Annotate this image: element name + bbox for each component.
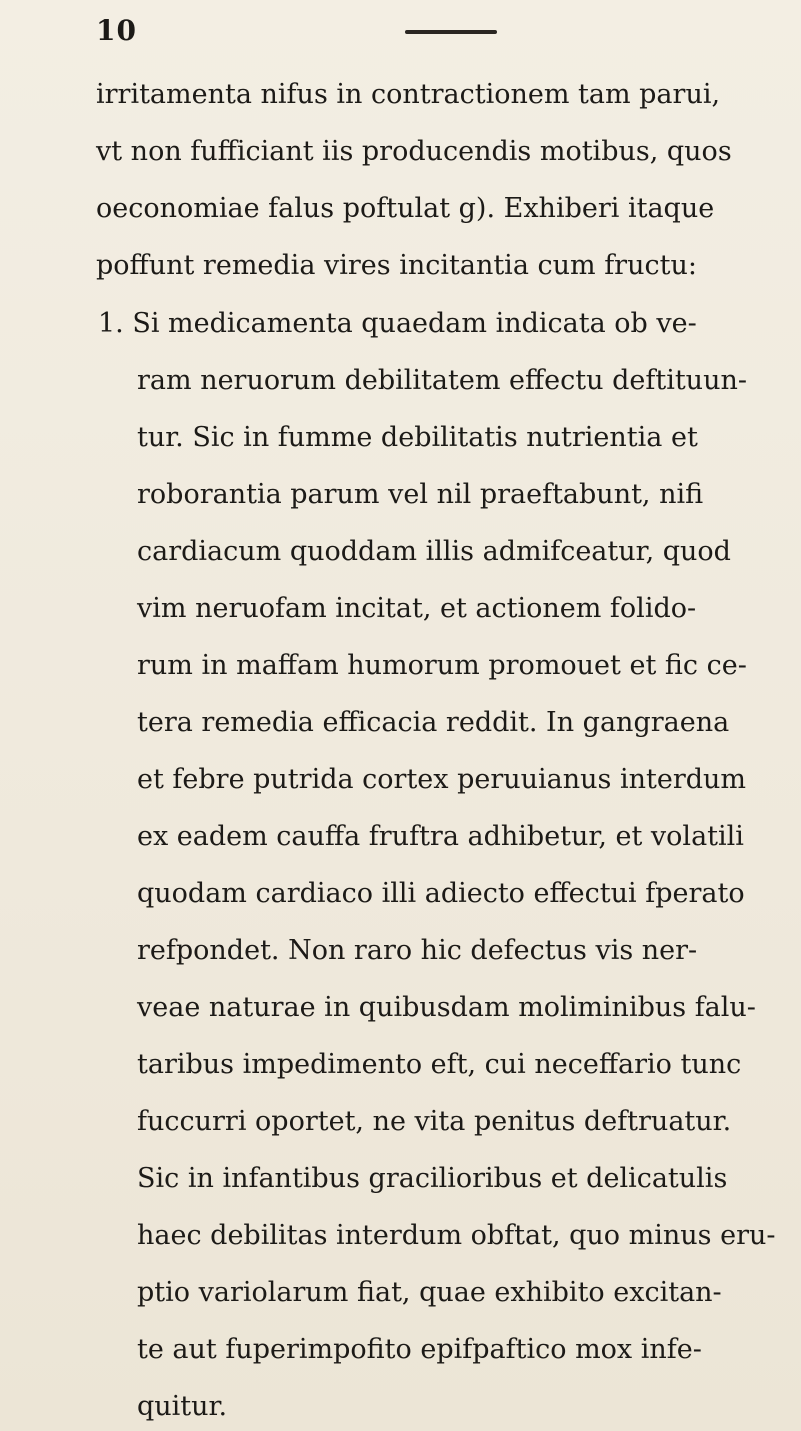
text-line: cardiacum quoddam illis admifceatur, quod — [137, 536, 731, 567]
text-line: quitur. — [137, 1391, 228, 1422]
text-line: refpondet. Non raro hic defectus vis ner- — [137, 935, 698, 966]
text-line: vim neruofam incitat, et actionem folido- — [137, 593, 697, 624]
text-line: tera remedia efficacia reddit. In gangraena — [137, 707, 730, 738]
text-line: irritamenta nifus in contractionem tam parui, — [96, 79, 721, 110]
text-line: taribus impedimento eft, cui neceffario tunc — [137, 1049, 742, 1080]
text-line: 1. Si medicamenta quaedam indicata ob ve- — [98, 308, 697, 339]
text-line: ex eadem cauffa fruftra adhibetur, et volatili — [137, 821, 744, 852]
text-line: ptio variolarum fiat, quae exhibito excitan- — [137, 1277, 722, 1308]
text-line: poffunt remedia vires incitantia cum fructu: — [96, 250, 697, 281]
text-line: fuccurri oportet, ne vita penitus deftruatur. — [137, 1106, 732, 1137]
text-line: haec debilitas interdum obftat, quo minus eru- — [137, 1220, 776, 1251]
text-line: ram neruorum debilitatem effectu deftituun- — [137, 365, 747, 396]
text-line: quodam cardiaco illi adiecto effectui fperato — [137, 878, 745, 909]
text-line: te aut fuperimpofito epifpaftico mox infe- — [137, 1334, 702, 1365]
text-line: oeconomiae falus poftulat g). Exhiberi itaque — [96, 193, 715, 224]
text-line: Sic in infantibus gracilioribus et delicatulis — [137, 1163, 728, 1194]
text-line: tur. Sic in fumme debilitatis nutrientia et — [137, 422, 698, 453]
text-line: roborantia parum vel nil praeftabunt, nifi — [137, 479, 704, 510]
text-line: rum in maffam humorum promouet et fic ce- — [137, 650, 747, 681]
text-line: vt non fufficiant iis producendis motibus, quos — [96, 136, 732, 167]
header-rule — [405, 30, 497, 34]
page-number: 10 — [96, 14, 137, 47]
text-line: et febre putrida cortex peruuianus interdum — [137, 764, 747, 795]
text-line: veae naturae in quibusdam moliminibus falu- — [137, 992, 756, 1023]
